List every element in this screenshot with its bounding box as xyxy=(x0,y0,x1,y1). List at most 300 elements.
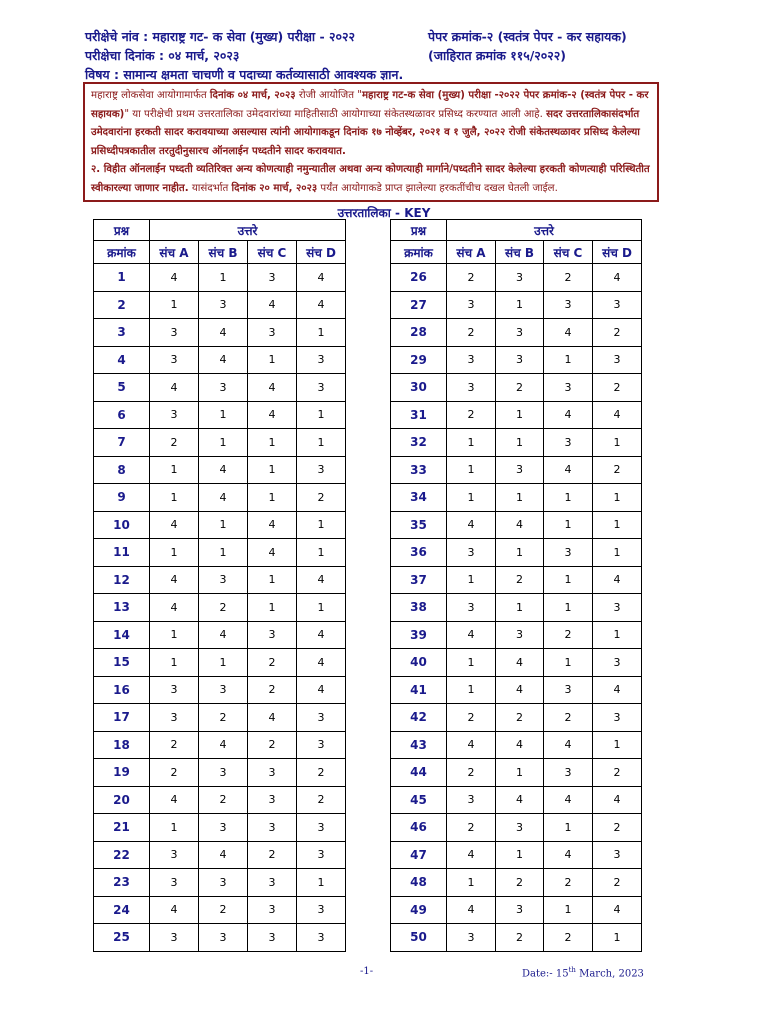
answer-set-d: 4 xyxy=(593,566,642,594)
answer-set-c: 4 xyxy=(544,401,593,429)
question-number: 7 xyxy=(94,429,150,457)
answer-set-b: 4 xyxy=(496,649,544,677)
answer-set-b: 1 xyxy=(496,401,544,429)
question-number-header: क्रमांक xyxy=(391,241,447,264)
answer-set-c: 4 xyxy=(248,511,297,539)
answer-set-a: 4 xyxy=(447,841,496,869)
answer-set-a: 1 xyxy=(447,484,496,512)
answer-set-d: 1 xyxy=(297,511,346,539)
question-number: 36 xyxy=(391,539,447,567)
set-c-header: संच C xyxy=(248,241,297,264)
answer-set-d: 3 xyxy=(297,924,346,952)
answer-set-d: 2 xyxy=(297,484,346,512)
answer-row xyxy=(391,264,642,292)
answer-set-b: 3 xyxy=(199,759,248,787)
question-number-header: क्रमांक xyxy=(94,241,150,264)
answer-set-a: 2 xyxy=(447,401,496,429)
answer-row xyxy=(391,401,642,429)
answer-set-c: 1 xyxy=(544,346,593,374)
answer-set-c: 4 xyxy=(248,401,297,429)
answer-set-a: 1 xyxy=(447,429,496,457)
answer-set-d: 1 xyxy=(297,869,346,897)
answer-key-table-left xyxy=(93,219,346,952)
answer-set-c: 1 xyxy=(248,346,297,374)
answer-set-a: 1 xyxy=(150,621,199,649)
notice-objection-info: सदर उत्तरतालिकासंदर्भात उमेदवारांना हरकती सादर करावयाच्या असल्यास त्यांनी आयोगाकडून दिनांक १७ नोव्हेंबर, २०२१ व १ जुलै, २०२२ रोजी संकेतस्थळावर प्रसिध्द केलेल्या प्रसिध्दीपत्रकातील तरतुदीनुसारच ऑनलाईन पध्दतीने सादर करावयात. xyxy=(91,108,640,157)
question-number: 35 xyxy=(391,511,447,539)
answer-set-b: 1 xyxy=(496,291,544,319)
answer-set-a: 3 xyxy=(150,676,199,704)
answer-set-c: 1 xyxy=(544,511,593,539)
question-number: 23 xyxy=(94,869,150,897)
answer-set-b: 1 xyxy=(199,401,248,429)
answer-set-d: 2 xyxy=(593,759,642,787)
answer-set-b: 3 xyxy=(199,869,248,897)
answer-set-d: 1 xyxy=(593,731,642,759)
answer-set-d: 4 xyxy=(593,264,642,292)
exam-date: परीक्षेचा दिनांक : ०४ मार्च, २०२३ xyxy=(85,48,240,63)
answer-set-b: 2 xyxy=(496,374,544,402)
answer-set-a: 3 xyxy=(150,704,199,732)
answer-row xyxy=(94,649,346,677)
answer-set-a: 1 xyxy=(150,539,199,567)
answer-set-a: 2 xyxy=(150,731,199,759)
answer-set-d: 3 xyxy=(593,704,642,732)
answer-set-a: 3 xyxy=(447,594,496,622)
answer-row xyxy=(94,759,346,787)
question-number: 21 xyxy=(94,814,150,842)
answer-set-b: 3 xyxy=(199,676,248,704)
question-number: 17 xyxy=(94,704,150,732)
question-number-header: प्रश्न xyxy=(391,220,447,241)
answer-row xyxy=(94,786,346,814)
answer-set-d: 2 xyxy=(297,786,346,814)
answer-row xyxy=(391,814,642,842)
answer-row xyxy=(391,841,642,869)
answer-key-title: उत्तरतालिका - KEY xyxy=(337,206,431,220)
answer-key-table-right xyxy=(390,219,642,952)
answer-set-d: 1 xyxy=(593,621,642,649)
answer-set-d: 3 xyxy=(593,291,642,319)
answer-set-a: 3 xyxy=(447,291,496,319)
answer-row xyxy=(94,374,346,402)
answer-set-a: 2 xyxy=(150,429,199,457)
question-number: 24 xyxy=(94,896,150,924)
question-number: 1 xyxy=(94,264,150,292)
answer-set-b: 4 xyxy=(199,841,248,869)
answer-set-a: 4 xyxy=(447,731,496,759)
answer-set-b: 1 xyxy=(199,539,248,567)
answer-set-c: 1 xyxy=(544,484,593,512)
answer-set-b: 3 xyxy=(496,456,544,484)
set-b-header: संच B xyxy=(496,241,544,264)
answer-row xyxy=(94,676,346,704)
question-number: 3 xyxy=(94,319,150,347)
answer-row xyxy=(391,511,642,539)
answer-row xyxy=(94,429,346,457)
answer-set-a: 1 xyxy=(150,649,199,677)
answer-set-c: 1 xyxy=(544,594,593,622)
answer-set-b: 1 xyxy=(496,484,544,512)
answer-row xyxy=(391,374,642,402)
answer-row xyxy=(391,759,642,787)
set-d-header: संच D xyxy=(593,241,642,264)
answer-set-b: 3 xyxy=(199,291,248,319)
answers-header: उत्तरे xyxy=(447,220,642,241)
answer-set-d: 4 xyxy=(593,896,642,924)
answer-set-a: 2 xyxy=(447,704,496,732)
answer-set-b: 3 xyxy=(496,264,544,292)
answer-set-d: 2 xyxy=(593,374,642,402)
paper-number: पेपर क्रमांक-२ (स्वतंत्र पेपर - कर सहायक) xyxy=(428,29,627,44)
answer-set-d: 3 xyxy=(593,649,642,677)
question-number: 28 xyxy=(391,319,447,347)
answer-set-c: 3 xyxy=(544,374,593,402)
answer-set-b: 4 xyxy=(199,621,248,649)
answer-set-b: 2 xyxy=(199,786,248,814)
answer-set-a: 4 xyxy=(447,511,496,539)
answer-row xyxy=(391,484,642,512)
answer-set-a: 3 xyxy=(447,374,496,402)
answer-set-b: 3 xyxy=(199,374,248,402)
answer-set-b: 3 xyxy=(496,621,544,649)
answer-row xyxy=(94,566,346,594)
answer-set-b: 1 xyxy=(199,649,248,677)
answer-set-d: 3 xyxy=(297,704,346,732)
question-number: 32 xyxy=(391,429,447,457)
answer-row xyxy=(391,319,642,347)
answer-set-b: 3 xyxy=(496,319,544,347)
answer-set-c: 3 xyxy=(248,319,297,347)
answer-row xyxy=(94,456,346,484)
answer-set-b: 1 xyxy=(496,429,544,457)
answer-row xyxy=(94,621,346,649)
answer-row xyxy=(94,841,346,869)
answer-row xyxy=(94,264,346,292)
answer-set-a: 4 xyxy=(150,374,199,402)
answer-row xyxy=(391,786,642,814)
answer-set-d: 1 xyxy=(593,539,642,567)
answer-set-c: 1 xyxy=(544,566,593,594)
answer-set-a: 4 xyxy=(150,594,199,622)
answer-row xyxy=(391,566,642,594)
answer-row xyxy=(391,896,642,924)
answer-row xyxy=(391,539,642,567)
answer-set-a: 3 xyxy=(447,786,496,814)
answer-set-a: 2 xyxy=(447,319,496,347)
answer-set-d: 3 xyxy=(593,594,642,622)
answer-set-d: 4 xyxy=(297,621,346,649)
answer-row xyxy=(391,869,642,897)
answer-set-d: 3 xyxy=(593,841,642,869)
answer-set-c: 3 xyxy=(544,291,593,319)
answer-set-c: 1 xyxy=(248,429,297,457)
answer-set-a: 2 xyxy=(150,759,199,787)
answer-set-a: 4 xyxy=(447,896,496,924)
answer-set-a: 1 xyxy=(150,484,199,512)
answer-set-b: 3 xyxy=(496,896,544,924)
answer-set-b: 1 xyxy=(496,759,544,787)
answer-set-a: 3 xyxy=(447,539,496,567)
question-number: 26 xyxy=(391,264,447,292)
answer-set-d: 1 xyxy=(593,511,642,539)
answer-set-d: 3 xyxy=(297,456,346,484)
answer-set-b: 2 xyxy=(199,594,248,622)
exam-name: परीक्षेचे नांव : महाराष्ट्र गट- क सेवा (मुख्य) परीक्षा - २०२२ xyxy=(85,29,356,44)
question-number: 44 xyxy=(391,759,447,787)
publish-date xyxy=(522,966,644,979)
answer-row xyxy=(94,511,346,539)
question-number: 31 xyxy=(391,401,447,429)
page-number: -1- xyxy=(360,966,374,977)
set-b-header: संच B xyxy=(199,241,248,264)
answer-set-d: 2 xyxy=(593,319,642,347)
answer-set-b: 4 xyxy=(496,786,544,814)
answer-set-c: 3 xyxy=(248,869,297,897)
answer-set-a: 2 xyxy=(447,264,496,292)
notice-text: पर्यंत आयोगाकडे प्राप्त झालेल्या हरकतींचीच दखल घेतली जाईल. xyxy=(317,182,558,194)
notice-text: " या परीक्षेची प्रथम उत्तरतालिका उमेदवारांच्या माहितीसाठी आयोगाच्या संकेतस्थळावर प्रसिध्द करण्यात आली आहे. xyxy=(124,108,547,120)
answer-set-b: 1 xyxy=(496,594,544,622)
answer-set-d: 3 xyxy=(297,814,346,842)
answers-header: उत्तरे xyxy=(150,220,346,241)
answer-set-b: 3 xyxy=(199,814,248,842)
answer-set-a: 4 xyxy=(150,896,199,924)
question-number: 4 xyxy=(94,346,150,374)
answer-set-c: 1 xyxy=(248,484,297,512)
answer-set-d: 1 xyxy=(593,484,642,512)
answer-set-c: 2 xyxy=(544,704,593,732)
answer-set-c: 1 xyxy=(248,456,297,484)
answer-set-b: 2 xyxy=(496,924,544,952)
question-number: 9 xyxy=(94,484,150,512)
answer-set-a: 1 xyxy=(447,456,496,484)
answer-set-b: 4 xyxy=(199,319,248,347)
question-number: 10 xyxy=(94,511,150,539)
question-number: 30 xyxy=(391,374,447,402)
set-a-header: संच A xyxy=(447,241,496,264)
question-number: 42 xyxy=(391,704,447,732)
answer-set-b: 1 xyxy=(199,429,248,457)
answer-row xyxy=(94,869,346,897)
answer-set-b: 1 xyxy=(496,841,544,869)
answer-row xyxy=(391,704,642,732)
answer-row xyxy=(94,924,346,952)
answer-set-c: 3 xyxy=(544,759,593,787)
answer-set-c: 4 xyxy=(248,374,297,402)
answer-set-a: 3 xyxy=(150,319,199,347)
advertisement-number: (जाहिरात क्रमांक ११५/२०२२) xyxy=(428,48,566,63)
answer-set-c: 3 xyxy=(544,539,593,567)
answer-set-d: 3 xyxy=(297,731,346,759)
question-number: 25 xyxy=(94,924,150,952)
question-number-header: प्रश्न xyxy=(94,220,150,241)
question-number: 48 xyxy=(391,869,447,897)
answer-set-a: 4 xyxy=(150,566,199,594)
question-number: 2 xyxy=(94,291,150,319)
question-number: 19 xyxy=(94,759,150,787)
answer-row xyxy=(94,731,346,759)
question-number: 13 xyxy=(94,594,150,622)
answer-set-a: 2 xyxy=(447,759,496,787)
answer-set-c: 3 xyxy=(248,264,297,292)
answer-set-c: 3 xyxy=(248,924,297,952)
publish-date-text: Date:- 15 xyxy=(522,968,569,980)
answer-set-d: 1 xyxy=(297,594,346,622)
answer-set-b: 2 xyxy=(496,869,544,897)
answer-set-b: 1 xyxy=(496,539,544,567)
answer-set-c: 4 xyxy=(544,786,593,814)
answer-set-a: 3 xyxy=(447,346,496,374)
answer-set-a: 1 xyxy=(447,566,496,594)
answer-set-b: 4 xyxy=(199,484,248,512)
answer-set-d: 4 xyxy=(297,566,346,594)
answer-row xyxy=(391,456,642,484)
answer-set-c: 2 xyxy=(544,924,593,952)
question-number: 6 xyxy=(94,401,150,429)
answer-set-b: 4 xyxy=(496,511,544,539)
answer-set-d: 4 xyxy=(297,264,346,292)
answer-set-b: 4 xyxy=(496,731,544,759)
answer-set-c: 2 xyxy=(248,731,297,759)
answer-row xyxy=(391,291,642,319)
question-number: 14 xyxy=(94,621,150,649)
answer-set-d: 4 xyxy=(297,291,346,319)
publish-date-text: March, 2023 xyxy=(575,968,644,980)
notice-paragraph-1 xyxy=(91,87,651,161)
answer-set-a: 3 xyxy=(150,401,199,429)
question-number: 40 xyxy=(391,649,447,677)
answer-set-c: 2 xyxy=(248,841,297,869)
notice-warning: २. विहीत ऑनलाईन पध्दती व्यतिरिक्त अन्य कोणत्याही नमुन्यातील अथवा अन्य कोणत्याही मार्गाने/पध्दतीने सादर केलेल्या हरकती कोणत्याही परिस्थितीत स्वीकारल्या जाणार नाहीत. xyxy=(91,164,650,194)
answer-set-c: 3 xyxy=(544,676,593,704)
answer-set-a: 3 xyxy=(447,924,496,952)
answer-set-a: 4 xyxy=(447,621,496,649)
answer-row xyxy=(94,896,346,924)
answer-set-b: 3 xyxy=(496,346,544,374)
question-number: 11 xyxy=(94,539,150,567)
notice-deadline: दिनांक २० मार्च, २०२३ xyxy=(231,182,318,194)
answer-set-b: 1 xyxy=(199,264,248,292)
notice-text: रोजी आयोजित " xyxy=(295,90,362,101)
answer-row xyxy=(391,924,642,952)
question-number: 38 xyxy=(391,594,447,622)
notice-exam-name: महाराष्ट्र गट-क सेवा (मुख्य) परीक्षा -२०२२ पेपर क्रमांक-२ (स्वतंत्र पेपर - कर सहायक) xyxy=(91,90,649,120)
answer-row xyxy=(391,429,642,457)
answer-row xyxy=(94,539,346,567)
answer-set-d: 1 xyxy=(297,401,346,429)
answer-set-d: 3 xyxy=(297,896,346,924)
answer-set-a: 4 xyxy=(150,786,199,814)
answer-row xyxy=(391,346,642,374)
answer-set-c: 1 xyxy=(544,649,593,677)
question-number: 29 xyxy=(391,346,447,374)
answer-set-b: 3 xyxy=(199,924,248,952)
answer-set-c: 3 xyxy=(544,429,593,457)
answer-set-a: 1 xyxy=(150,456,199,484)
answer-row xyxy=(391,731,642,759)
question-number: 45 xyxy=(391,786,447,814)
answer-set-d: 3 xyxy=(297,841,346,869)
answer-set-d: 2 xyxy=(593,814,642,842)
answer-set-d: 4 xyxy=(593,676,642,704)
answer-set-b: 4 xyxy=(496,676,544,704)
answer-set-c: 2 xyxy=(248,649,297,677)
answer-set-d: 4 xyxy=(593,401,642,429)
answer-set-a: 3 xyxy=(150,924,199,952)
notice-text: यासंदर्भात xyxy=(188,182,232,194)
answer-set-d: 3 xyxy=(297,374,346,402)
answer-set-d: 3 xyxy=(593,346,642,374)
answer-set-a: 3 xyxy=(150,869,199,897)
question-number: 46 xyxy=(391,814,447,842)
question-number: 41 xyxy=(391,676,447,704)
question-number: 50 xyxy=(391,924,447,952)
notice-date: दिनांक ०४ मार्च, २०२३ xyxy=(209,90,296,101)
answer-row xyxy=(94,291,346,319)
answer-set-d: 1 xyxy=(297,429,346,457)
question-number: 33 xyxy=(391,456,447,484)
answer-row xyxy=(94,319,346,347)
answer-set-c: 2 xyxy=(248,676,297,704)
question-number: 43 xyxy=(391,731,447,759)
answer-set-a: 1 xyxy=(447,676,496,704)
answer-set-a: 3 xyxy=(150,841,199,869)
answer-set-c: 1 xyxy=(248,566,297,594)
answer-row xyxy=(391,649,642,677)
notice-box xyxy=(83,82,659,202)
answer-set-d: 1 xyxy=(593,429,642,457)
question-number: 8 xyxy=(94,456,150,484)
answer-set-c: 4 xyxy=(544,319,593,347)
answer-set-b: 1 xyxy=(199,511,248,539)
question-number: 49 xyxy=(391,896,447,924)
question-number: 27 xyxy=(391,291,447,319)
answer-set-b: 4 xyxy=(199,456,248,484)
question-number: 15 xyxy=(94,649,150,677)
answer-row xyxy=(391,621,642,649)
answer-set-b: 2 xyxy=(199,896,248,924)
answer-set-d: 2 xyxy=(593,869,642,897)
answer-set-c: 2 xyxy=(544,264,593,292)
answer-set-b: 4 xyxy=(199,731,248,759)
answer-row xyxy=(94,704,346,732)
answer-set-d: 1 xyxy=(297,539,346,567)
answer-set-b: 3 xyxy=(496,814,544,842)
answer-set-c: 4 xyxy=(248,291,297,319)
answer-set-c: 4 xyxy=(544,456,593,484)
notice-paragraph-2 xyxy=(91,161,651,198)
answer-set-c: 4 xyxy=(248,539,297,567)
question-number: 34 xyxy=(391,484,447,512)
question-number: 37 xyxy=(391,566,447,594)
answer-row xyxy=(94,346,346,374)
question-number: 5 xyxy=(94,374,150,402)
answer-set-c: 1 xyxy=(248,594,297,622)
answer-set-c: 1 xyxy=(544,814,593,842)
question-number: 18 xyxy=(94,731,150,759)
answer-row xyxy=(391,676,642,704)
answer-set-b: 2 xyxy=(496,704,544,732)
answer-set-c: 3 xyxy=(248,896,297,924)
subject-line: विषय : सामान्य क्षमता चाचणी व पदाच्या कर्तव्यासाठी आवश्यक ज्ञान. xyxy=(85,67,404,82)
answer-set-d: 1 xyxy=(297,319,346,347)
answer-set-a: 4 xyxy=(150,264,199,292)
answer-set-b: 2 xyxy=(496,566,544,594)
answer-set-d: 2 xyxy=(593,456,642,484)
answer-set-c: 4 xyxy=(544,731,593,759)
notice-text: महाराष्ट्र लोकसेवा आयोगामार्फत xyxy=(91,90,210,101)
